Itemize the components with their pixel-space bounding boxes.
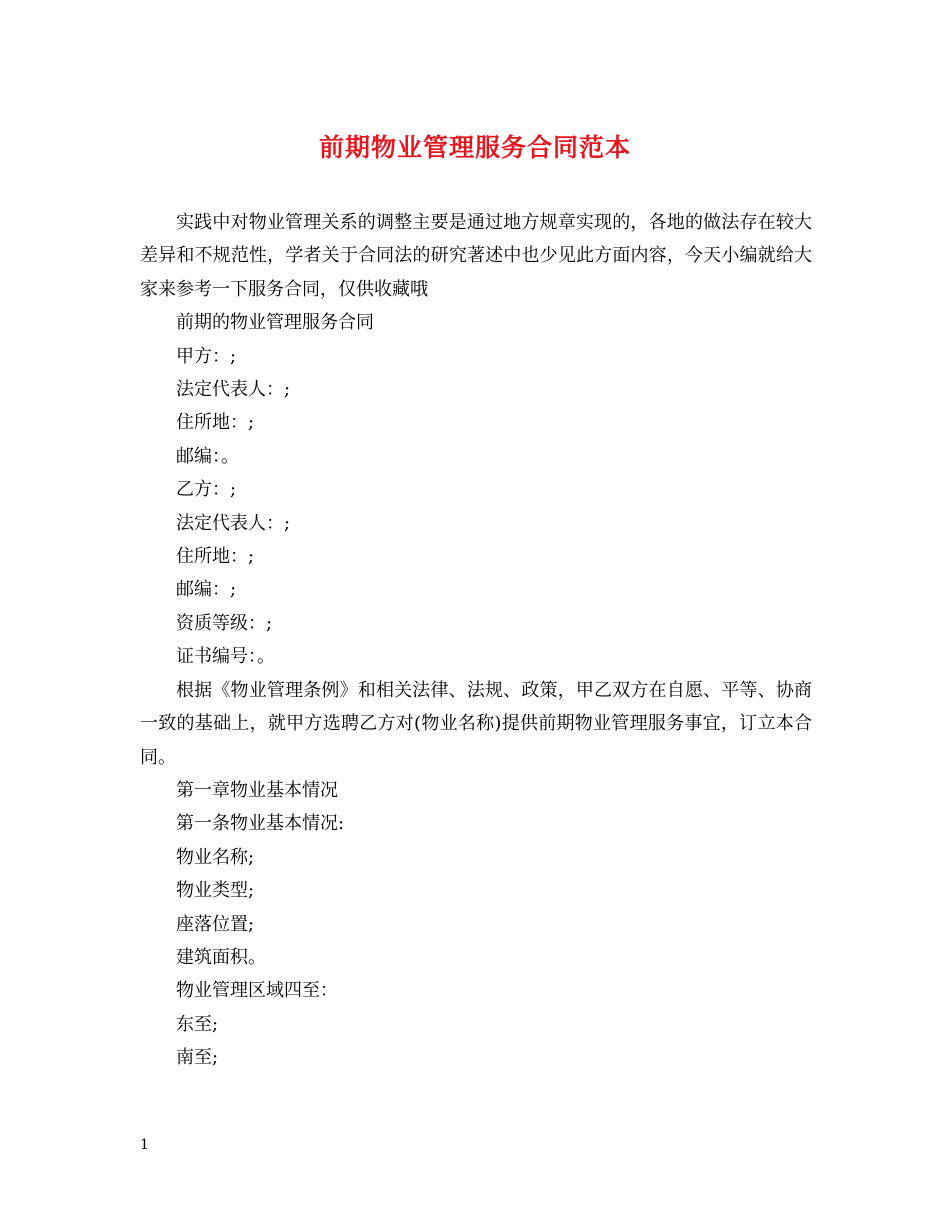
page-number: 1 — [140, 1137, 149, 1153]
chapter-one-heading: 第一章物业基本情况 — [176, 779, 338, 801]
property-type-line: 物业类型; — [176, 880, 255, 902]
building-area-line: 建筑面积。 — [176, 946, 266, 968]
document-title: 前期物业管理服务合同范本 — [318, 133, 631, 162]
document-body — [140, 206, 812, 1075]
intro-paragraph: 实践中对物业管理关系的调整主要是通过地方规章实现的，各地的做法存在较大差异和不规范性，学者关于合同法的研究著述中也少见此方面内容，今天小编就给大家来参考一下服务合同，仅供收藏哦 — [140, 212, 812, 300]
property-name-line: 物业名称; — [176, 846, 255, 868]
east-boundary-line: 东至; — [176, 1013, 219, 1035]
party-b-representative-line: 法定代表人：; — [176, 512, 291, 534]
south-boundary-line: 南至; — [176, 1047, 219, 1069]
party-a-postcode-line: 邮编：。 — [176, 445, 239, 467]
qualification-level-line: 资质等级：; — [176, 612, 273, 634]
party-b-line: 乙方：; — [176, 479, 237, 501]
party-a-line: 甲方：; — [176, 345, 237, 367]
certificate-number-line: 证书编号：。 — [176, 646, 275, 668]
contract-heading: 前期的物业管理服务合同 — [176, 312, 374, 334]
party-b-postcode-line: 邮编：; — [176, 579, 237, 601]
party-a-address-line: 住所地：; — [176, 412, 255, 434]
article-one-heading: 第一条物业基本情况: — [176, 813, 345, 835]
property-location-line: 座落位置; — [176, 913, 255, 935]
boundaries-heading: 物业管理区域四至： — [176, 980, 338, 1002]
party-b-address-line: 住所地：; — [176, 546, 255, 568]
basis-paragraph: 根据《物业管理条例》和相关法律、法规、政策，甲乙双方在自愿、平等、协商一致的基础上，就甲方选聘乙方对(物业名称)提供前期物业管理服务事宜，订立本合同。 — [140, 679, 812, 768]
party-a-representative-line: 法定代表人：; — [176, 379, 291, 401]
